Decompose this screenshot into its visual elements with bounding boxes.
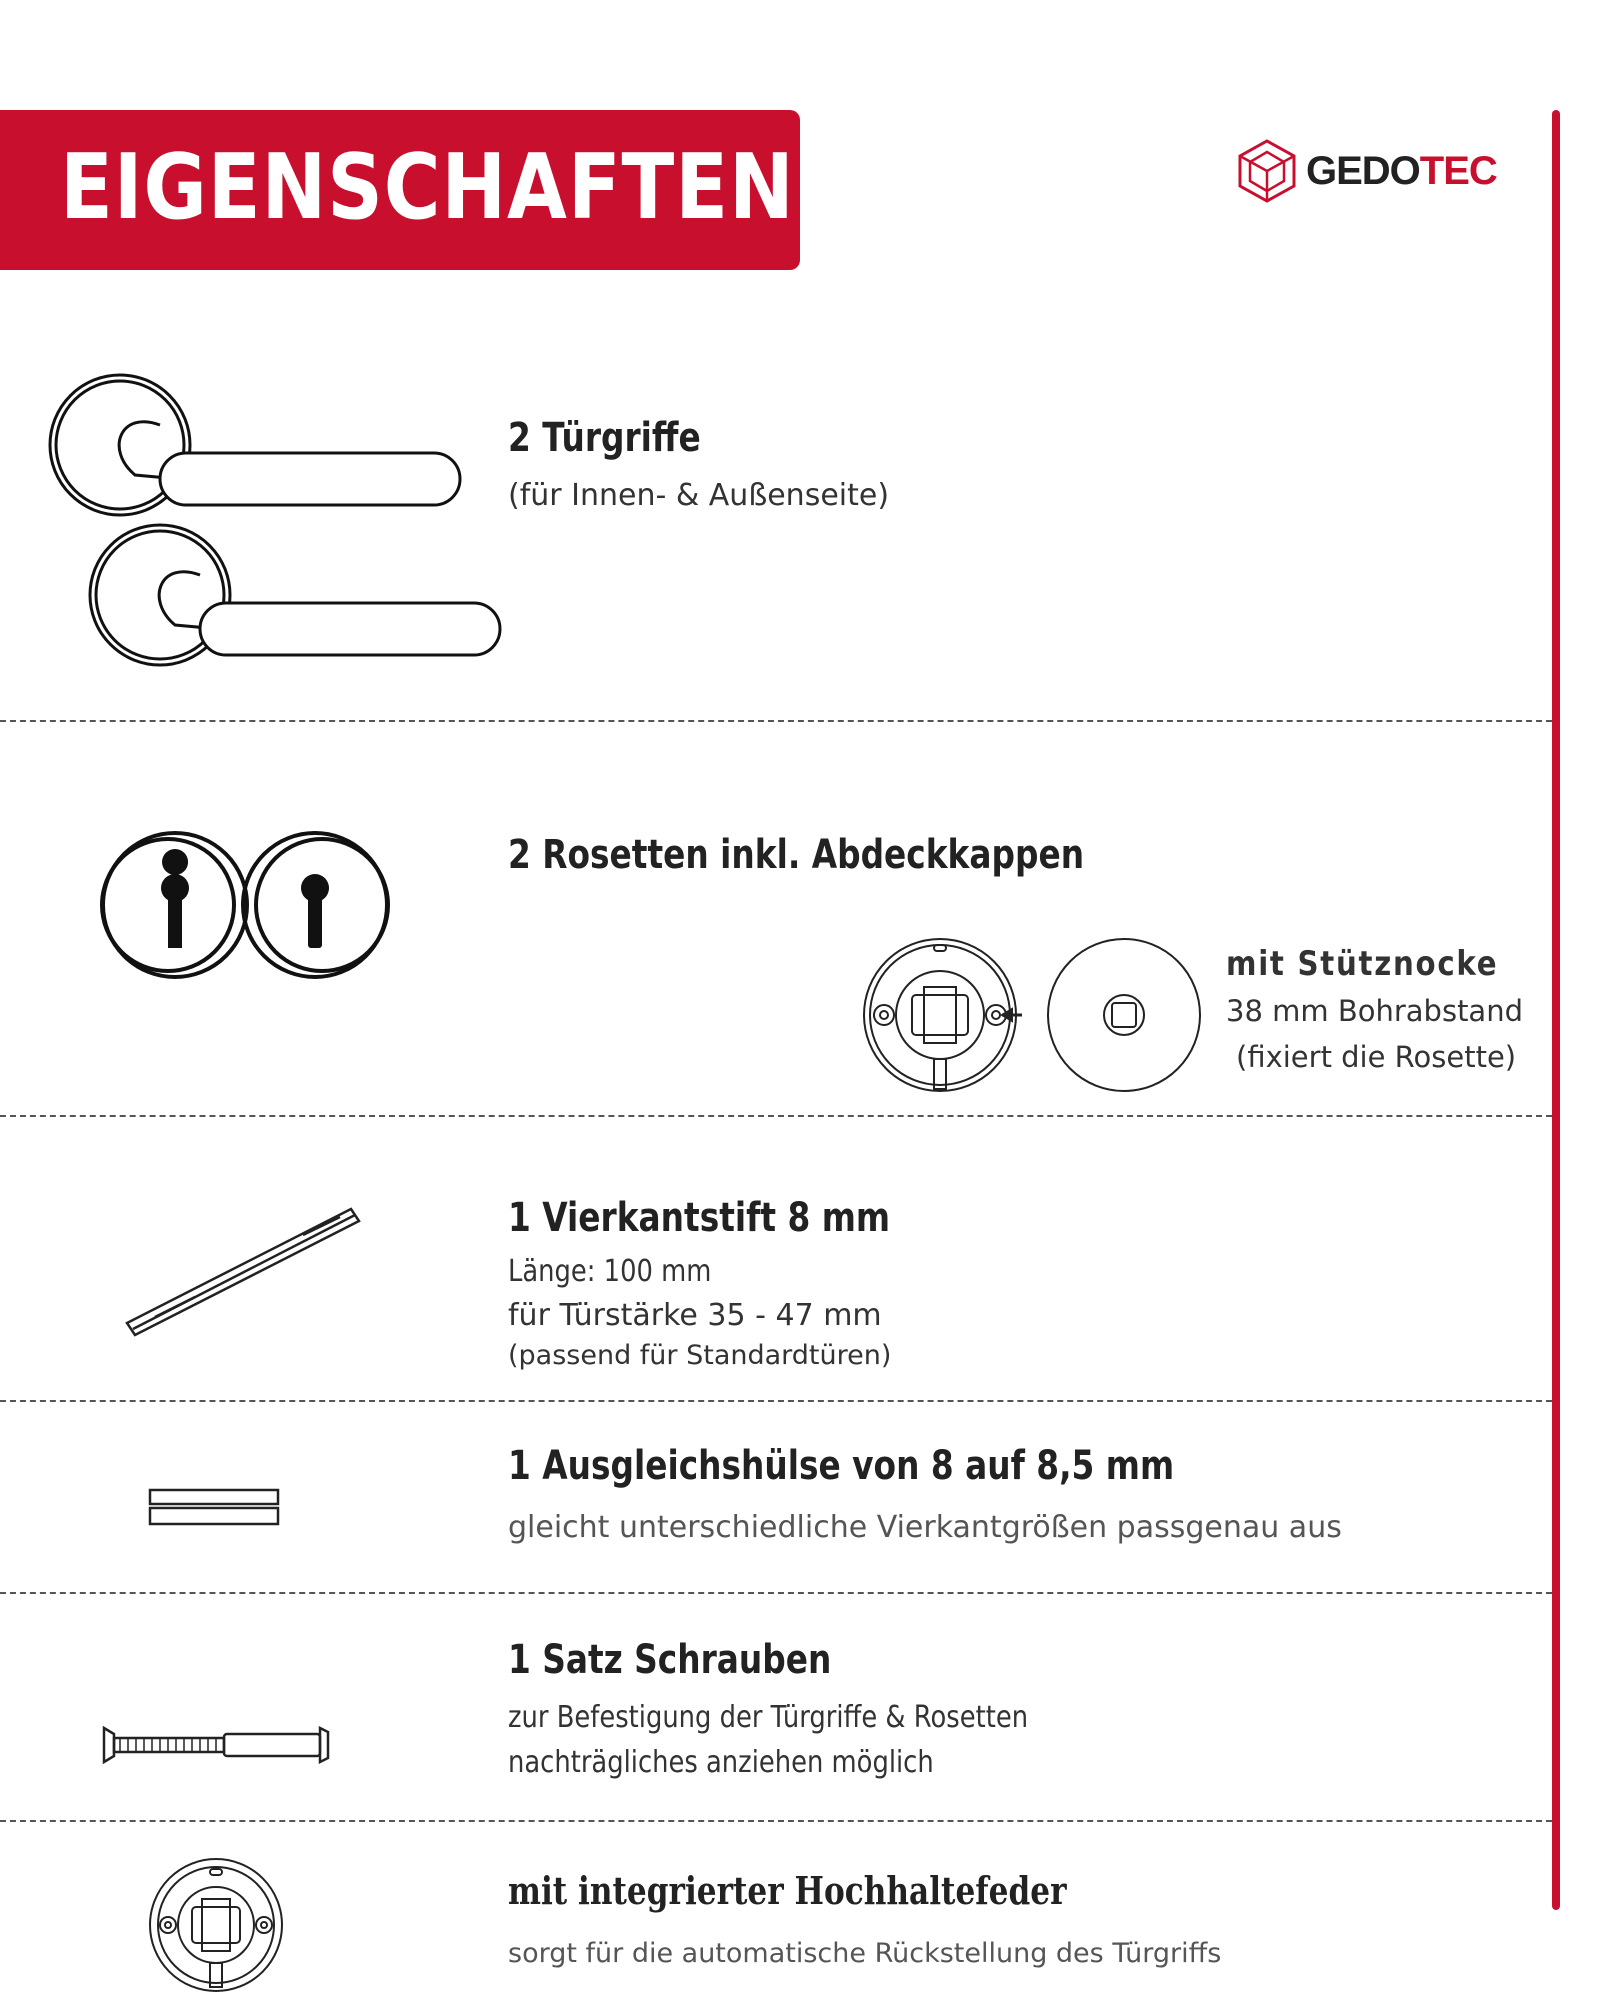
cam-line-2: (fixiert die Rosette) [1236, 1040, 1517, 1074]
accent-bar [1552, 110, 1560, 1910]
door-handle-icon [50, 370, 470, 670]
screws-title: 1 Satz Schrauben [508, 1637, 832, 1683]
divider [0, 1115, 1552, 1117]
spring-rosette-icon [146, 1855, 286, 1995]
divider [0, 1592, 1552, 1594]
spindle-length: Länge: 100 mm [508, 1254, 712, 1289]
square-spindle-icon [125, 1205, 365, 1345]
adapter-sleeve-icon [148, 1488, 288, 1528]
cube-logo-icon [1236, 138, 1298, 204]
brand-logo [1236, 136, 1497, 206]
handles-title: 2 Türgriffe [508, 415, 701, 461]
handles-subtitle: (für Innen- & Außenseite) [508, 478, 890, 513]
cam-title: mit Stütznocke [1226, 944, 1499, 984]
divider [0, 1400, 1552, 1402]
escutcheon-rosette-icon [100, 830, 390, 980]
sleeve-title: 1 Ausgleichshülse von 8 auf 8,5 mm [508, 1443, 1175, 1489]
spindle-note: (passend für Standardtüren) [508, 1340, 892, 1371]
screw-icon [100, 1720, 340, 1770]
brand-name-dark: GEDO [1306, 148, 1420, 193]
brand-name-red: TEC [1419, 148, 1497, 193]
spring-title: mit integrierter Hochhaltefeder [508, 1868, 1067, 1913]
spindle-title: 1 Vierkantstift 8 mm [508, 1195, 891, 1241]
spring-description: sorgt für die automatische Rückstellung des Türgriffs [508, 1938, 1222, 1969]
sleeve-description: gleicht unterschiedliche Vierkantgrößen passgenau aus [508, 1510, 1342, 1545]
screws-purpose: zur Befestigung der Türgriffe & Rosetten [508, 1700, 1029, 1735]
screws-note: nachträgliches anziehen möglich [508, 1745, 934, 1780]
spindle-door-thickness: für Türstärke 35 - 47 mm [508, 1298, 882, 1333]
cam-line-1: 38 mm Bohrabstand [1226, 994, 1523, 1028]
rosettes-title: 2 Rosetten inkl. Abdeckkappen [508, 832, 1085, 878]
header-banner [0, 110, 800, 270]
divider [0, 720, 1552, 722]
page-title: EIGENSCHAFTEN [60, 135, 795, 240]
rosette-support-cam-icon [862, 935, 1192, 1095]
divider [0, 1820, 1552, 1822]
